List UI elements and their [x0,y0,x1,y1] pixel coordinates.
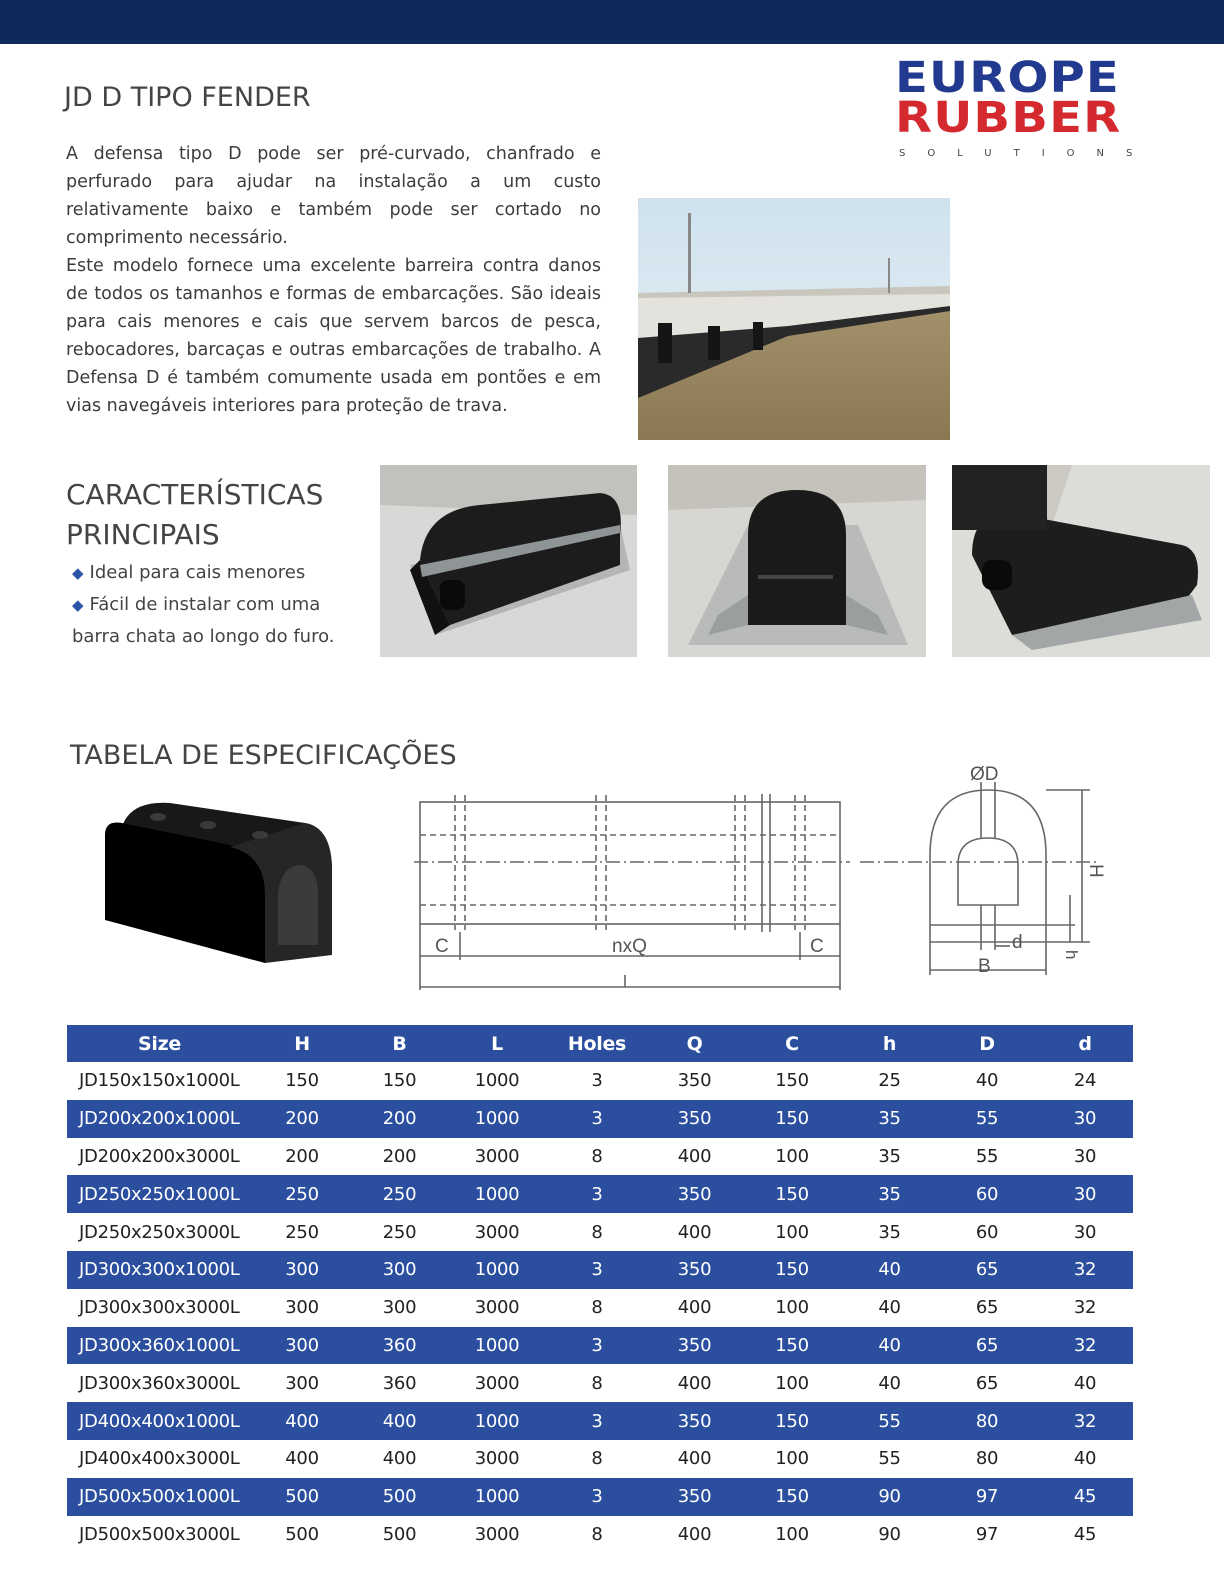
features-heading-line-2: PRINCIPAIS [66,518,220,551]
table-cell: 65 [937,1251,1037,1289]
dim-label-base-h: h [1062,950,1081,960]
table-cell: 32 [1037,1251,1133,1289]
table-cell: 30 [1073,1145,1097,1167]
feature-item [72,557,352,589]
size-cell: JD400x400x3000L [79,1448,240,1470]
table-cell: 500 [285,1523,319,1545]
table-cell: 8 [591,1221,603,1243]
table-cell: 350 [677,1070,712,1092]
table-cell: 1000 [447,1402,547,1440]
table-cell: 150 [742,1251,842,1289]
technical-drawing [400,760,1106,992]
table-cell: 500 [352,1478,447,1516]
table-cell: 55 [975,1145,999,1167]
features-heading-line-1: CARACTERÍSTICAS [66,478,324,511]
table-cell: 40 [842,1251,937,1289]
size-cell: JD500x500x1000L [67,1478,252,1516]
size-cell: JD300x300x1000L [67,1251,252,1289]
table-cell: 200 [252,1100,352,1138]
feature-item [72,589,352,652]
table-cell: 3000 [474,1523,520,1545]
table-cell: 350 [647,1251,742,1289]
table-cell: 150 [775,1070,809,1092]
table-cell: 3 [547,1175,647,1213]
table-cell: 300 [382,1297,417,1319]
dim-label-c-left: C [435,936,449,957]
table-cell: 1000 [447,1251,547,1289]
table-cell: 30 [1073,1221,1097,1243]
table-row [67,1364,1133,1402]
table-cell: 90 [878,1523,901,1545]
table-cell: 65 [975,1372,999,1394]
table-cell: 8 [591,1372,603,1394]
table-cell: 350 [647,1402,742,1440]
table-cell: 300 [252,1327,352,1365]
table-cell: 150 [742,1402,842,1440]
table-cell: 45 [1037,1478,1133,1516]
table-cell: 24 [1073,1070,1097,1092]
table-cell: 32 [1073,1297,1097,1319]
table-cell: 25 [878,1070,901,1092]
table-cell: 300 [285,1297,319,1319]
table-cell: 45 [1073,1523,1097,1545]
size-cell: JD400x400x1000L [67,1402,252,1440]
table-cell: 3 [591,1070,603,1092]
table-cell: 100 [775,1221,809,1243]
table-header-row [67,1025,1133,1062]
table-cell: 32 [1037,1327,1133,1365]
table-cell: 150 [742,1478,842,1516]
logo-line-rubber: RUBBER [895,93,1122,143]
table-cell: 250 [352,1175,447,1213]
table-cell: 100 [775,1448,809,1470]
table-cell: 30 [1037,1175,1133,1213]
logo-line-solutions: SOLUTIONS [899,148,1155,159]
size-cell: JD200x200x3000L [79,1145,240,1167]
table-cell: 3 [547,1327,647,1365]
column-header: Q [647,1025,742,1062]
table-cell: 3000 [474,1221,520,1243]
table-cell: 3 [547,1402,647,1440]
table-cell: 400 [285,1448,319,1470]
table-cell: 200 [285,1145,319,1167]
table-cell: 100 [775,1145,809,1167]
size-cell: JD150x150x1000L [79,1070,240,1092]
table-cell: 32 [1037,1402,1133,1440]
column-header: d [1037,1025,1133,1062]
table-cell: 500 [252,1478,352,1516]
table-cell: 350 [647,1175,742,1213]
table-row [67,1402,1133,1440]
table-cell: 35 [842,1100,937,1138]
dim-label-nxq: nxQ [612,936,647,957]
column-header: B [352,1025,447,1062]
table-row [67,1327,1133,1365]
table-cell: 35 [878,1145,901,1167]
table-body [67,1062,1133,1553]
intro-paragraph-2: Este modelo fornece uma excelente barreira contra danos de todos os tamanhos e formas de embarcações. São ideais para cais menores e cais que servem barcos de pesca, rebocadores, barcaças e outras embarcações de trabalho. A Defensa D é também comumente usada em pontões e em vias navegáveis interiores para proteção de trava. [66,256,601,416]
table-cell: 250 [285,1221,319,1243]
size-cell: JD300x300x3000L [79,1297,240,1319]
table-row [67,1213,1133,1251]
table-row [67,1175,1133,1213]
column-header: H [252,1025,352,1062]
intro-paragraph-1: A defensa tipo D pode ser pré-curvado, chanfrado e perfurado para ajudar na instalação a um custo relativamente baixo e também pode ser cortado no comprimento necessário. [66,144,601,248]
column-header: Holes [547,1025,647,1062]
feature-text: Fácil de instalar com uma barra chata ao longo do furo. [72,594,335,647]
table-cell: 40 [878,1297,901,1319]
table-cell: 250 [252,1175,352,1213]
spec-heading: TABELA DE ESPECIFICAÇÕES [70,740,457,771]
table-row [67,1516,1133,1554]
table-cell: 40 [878,1372,901,1394]
size-cell: JD250x250x3000L [79,1221,240,1243]
table-cell: 3 [547,1100,647,1138]
features-heading [66,475,323,555]
dim-label-c-right: C [810,936,824,957]
table-cell: 40 [975,1070,999,1092]
table-cell: 55 [878,1448,901,1470]
diamond-bullet-icon: ◆ [72,564,84,582]
page-title: JD D TIPO FENDER [64,82,311,113]
table-cell: 40 [1073,1448,1097,1470]
table-cell: 80 [937,1402,1037,1440]
table-cell: 400 [677,1523,712,1545]
table-cell: 400 [677,1145,712,1167]
table-cell: 3 [547,1478,647,1516]
table-cell: 60 [975,1221,999,1243]
size-cell: JD200x200x1000L [67,1100,252,1138]
table-cell: 97 [937,1478,1037,1516]
table-cell: 150 [285,1070,319,1092]
table-cell: 3 [547,1251,647,1289]
table-row [67,1138,1133,1176]
table-cell: 80 [975,1448,999,1470]
table-cell: 30 [1037,1100,1133,1138]
table-cell: 35 [878,1221,901,1243]
intro-text [66,140,601,420]
table-cell: 350 [647,1100,742,1138]
size-cell: JD250x250x1000L [67,1175,252,1213]
table-cell: 360 [352,1327,447,1365]
table-cell: 3000 [474,1145,520,1167]
dim-label-height: H [1085,864,1106,878]
table-cell: 3000 [474,1448,520,1470]
table-cell: 97 [975,1523,999,1545]
table-cell: 400 [677,1297,712,1319]
table-cell: 55 [937,1100,1037,1138]
table-cell: 8 [591,1523,603,1545]
fender-photo-3 [952,465,1210,657]
spec-table [67,1025,1133,1553]
table-cell: 400 [677,1448,712,1470]
table-cell: 400 [677,1221,712,1243]
table-cell: 100 [775,1523,809,1545]
dim-label-width: B [978,956,991,977]
table-cell: 300 [285,1372,319,1394]
table-cell: 1000 [447,1327,547,1365]
logo-line-europe: EUROPE [895,53,1120,103]
table-cell: 65 [975,1297,999,1319]
column-header: Size [67,1025,252,1062]
size-cell: JD300x360x3000L [79,1372,240,1394]
table-cell: 150 [382,1070,417,1092]
table-cell: 200 [382,1145,417,1167]
table-cell: 1000 [447,1175,547,1213]
table-cell: 500 [382,1523,417,1545]
table-cell: 1000 [474,1070,520,1092]
column-header: L [447,1025,547,1062]
table-cell: 400 [252,1402,352,1440]
size-cell: JD500x500x3000L [79,1523,240,1545]
table-cell: 35 [842,1175,937,1213]
fender-photo-2 [668,465,926,657]
table-cell: 150 [742,1175,842,1213]
table-cell: 40 [842,1327,937,1365]
dim-label-hole: d [1012,932,1023,953]
table-cell: 150 [742,1327,842,1365]
features-list [72,557,352,652]
feature-text: Ideal para cais menores [89,562,306,583]
column-header: h [842,1025,937,1062]
table-cell: 400 [352,1402,447,1440]
table-cell: 200 [352,1100,447,1138]
table-cell: 90 [842,1478,937,1516]
dim-label-diameter: ØD [970,764,999,785]
table-cell: 400 [677,1372,712,1394]
table-cell: 100 [775,1372,809,1394]
table-cell: 1000 [447,1100,547,1138]
table-cell: 8 [591,1145,603,1167]
table-cell: 40 [1073,1372,1097,1394]
table-cell: 8 [591,1297,603,1319]
table-cell: 350 [647,1478,742,1516]
company-logo [895,53,1165,168]
diamond-bullet-icon: ◆ [72,596,84,614]
fender-photo-1 [380,465,637,657]
size-cell: JD300x360x1000L [67,1327,252,1365]
table-cell: 350 [647,1327,742,1365]
table-row [67,1251,1133,1289]
table-row [67,1289,1133,1327]
table-row [67,1478,1133,1516]
table-cell: 65 [937,1327,1037,1365]
table-cell: 250 [382,1221,417,1243]
table-cell: 60 [937,1175,1037,1213]
column-header: C [742,1025,842,1062]
table-row [67,1062,1133,1100]
table-cell: 300 [352,1251,447,1289]
table-cell: 3000 [474,1372,520,1394]
column-header: D [937,1025,1037,1062]
fender-3d-illustration [100,795,335,965]
table-cell: 100 [775,1297,809,1319]
harbor-photo [638,198,950,440]
table-cell: 150 [742,1100,842,1138]
table-cell: 300 [252,1251,352,1289]
table-cell: 1000 [447,1478,547,1516]
top-banner [0,0,1224,44]
table-cell: 8 [591,1448,603,1470]
table-cell: 55 [842,1402,937,1440]
table-cell: 3000 [474,1297,520,1319]
table-row [67,1440,1133,1478]
table-cell: 360 [382,1372,417,1394]
table-cell: 400 [382,1448,417,1470]
table-row [67,1100,1133,1138]
